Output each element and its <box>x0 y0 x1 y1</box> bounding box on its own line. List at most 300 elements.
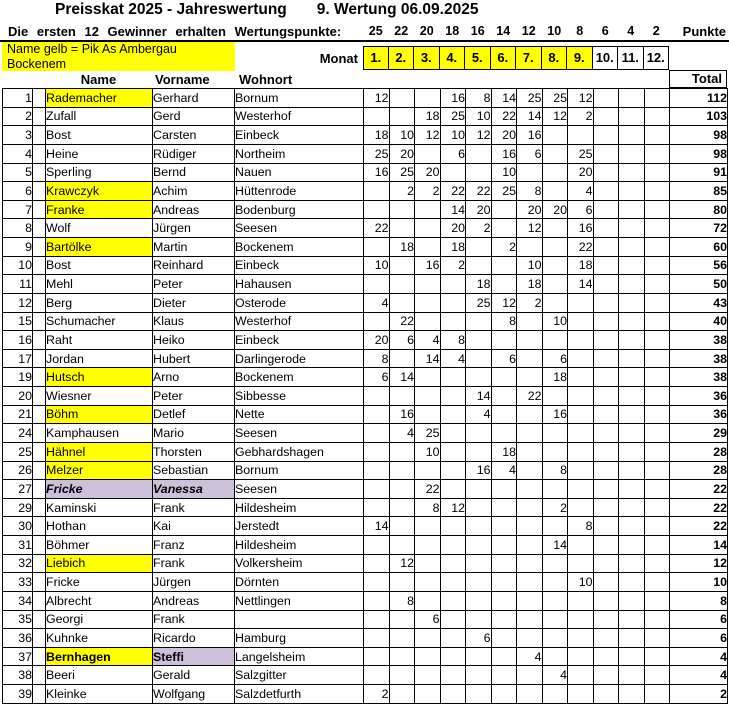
month-value-cell <box>619 461 645 480</box>
month-value-cell <box>593 666 619 685</box>
month-value-cell <box>440 275 466 294</box>
month-value-cell: 10 <box>415 442 441 461</box>
month-value-cell <box>389 685 415 704</box>
spacer-cell <box>33 89 46 108</box>
name-cell: Hähnel <box>46 442 153 461</box>
wohnort-cell: Northeim <box>235 144 364 163</box>
month-value-cell <box>568 554 594 573</box>
name-cell: Bost <box>46 126 153 145</box>
rank-cell: 11 <box>3 275 33 294</box>
rank-cell: 8 <box>3 219 33 238</box>
month-value-cell <box>568 647 594 666</box>
total-cell: 103 <box>670 107 728 126</box>
points-value: 18 <box>445 24 460 38</box>
month-value-cell <box>491 405 517 424</box>
month-cell: 12. <box>644 46 670 70</box>
month-value-cell <box>619 312 645 331</box>
month-value-cell <box>619 424 645 443</box>
month-value-cell <box>491 219 517 238</box>
vorname-cell: Frank <box>153 610 235 629</box>
month-value-cell <box>644 685 670 704</box>
month-value-cell <box>491 480 517 499</box>
month-value-cell <box>466 685 492 704</box>
month-value-cell <box>491 536 517 555</box>
name-cell: Berg <box>46 293 153 312</box>
legend-line-2: Bockenem <box>7 56 67 71</box>
month-value-cell <box>619 256 645 275</box>
month-value-cell <box>568 591 594 610</box>
month-value-cell <box>593 498 619 517</box>
month-value-cell <box>517 573 543 592</box>
month-cell: 6. <box>491 46 517 70</box>
spacer-cell <box>33 275 46 294</box>
rank-cell: 19 <box>3 368 33 387</box>
month-value-cell <box>644 312 670 331</box>
month-value-cell <box>593 331 619 350</box>
name-cell: Hutsch <box>46 368 153 387</box>
month-value-cell <box>619 293 645 312</box>
month-value-cell <box>491 256 517 275</box>
total-cell: 60 <box>670 238 728 257</box>
month-value-cell <box>619 517 645 536</box>
spacer-cell <box>33 238 46 257</box>
month-value-cell: 2 <box>415 182 441 201</box>
month-value-cell: 16 <box>542 405 568 424</box>
points-suffix-label: Punkte <box>682 24 726 39</box>
rank-cell: 20 <box>3 387 33 406</box>
wohnort-cell: Bockenem <box>235 368 364 387</box>
month-value-cell: 25 <box>517 89 543 108</box>
month-value-cell: 6 <box>491 349 517 368</box>
month-value-cell <box>619 126 645 145</box>
spacer-cell <box>33 331 46 350</box>
month-value-cell <box>593 107 619 126</box>
month-value-cell <box>542 442 568 461</box>
month-value-cell <box>644 629 670 648</box>
table-row <box>3 126 728 145</box>
wohnort-cell: Salzgitter <box>235 666 364 685</box>
spacer-cell <box>33 554 46 573</box>
month-row-label: Monat <box>319 51 358 66</box>
total-cell: 80 <box>670 200 728 219</box>
total-cell: 10 <box>670 573 728 592</box>
points-value: 8 <box>576 24 584 38</box>
month-value-cell <box>440 610 466 629</box>
month-value-cell <box>440 424 466 443</box>
month-value-cell <box>568 498 594 517</box>
wohnort-cell: Seesen <box>235 480 364 499</box>
month-value-cell <box>440 554 466 573</box>
spacer-cell <box>33 647 46 666</box>
month-value-cell: 16 <box>466 461 492 480</box>
month-value-cell: 8 <box>415 498 441 517</box>
vorname-cell: Reinhard <box>153 256 235 275</box>
month-value-cell <box>619 685 645 704</box>
rank-cell: 17 <box>3 349 33 368</box>
month-value-cell <box>517 442 543 461</box>
rank-cell: 26 <box>3 461 33 480</box>
vorname-cell: Thorsten <box>153 442 235 461</box>
month-value-cell <box>415 387 441 406</box>
vorname-cell: Gerhard <box>153 89 235 108</box>
month-value-cell <box>364 312 390 331</box>
month-value-cell: 12 <box>440 498 466 517</box>
month-value-cell <box>440 461 466 480</box>
spacer-cell <box>33 312 46 331</box>
month-value-cell <box>415 144 441 163</box>
name-cell: Melzer <box>46 461 153 480</box>
month-value-cell: 25 <box>364 144 390 163</box>
table-row <box>3 554 728 573</box>
vorname-cell: Steffi <box>153 647 235 666</box>
month-value-cell: 4 <box>440 349 466 368</box>
name-cell: Georgi <box>46 610 153 629</box>
wohnort-cell <box>235 610 364 629</box>
month-value-cell: 18 <box>517 275 543 294</box>
wohnort-cell: Bornum <box>235 89 364 108</box>
month-value-cell <box>517 498 543 517</box>
month-value-cell: 8 <box>568 517 594 536</box>
month-value-cell <box>542 554 568 573</box>
month-value-cell <box>619 573 645 592</box>
month-value-cell <box>593 238 619 257</box>
month-value-cell: 2 <box>491 238 517 257</box>
month-value-cell <box>491 331 517 350</box>
vorname-cell: Gerd <box>153 107 235 126</box>
vorname-cell: Arno <box>153 368 235 387</box>
month-value-cell <box>568 312 594 331</box>
month-value-cell <box>517 238 543 257</box>
table-row <box>3 293 728 312</box>
vorname-cell: Martin <box>153 238 235 257</box>
legend-line-1: Name gelb = Pik As Ambergau <box>7 42 177 56</box>
month-value-cell <box>644 498 670 517</box>
month-value-cell: 14 <box>491 89 517 108</box>
rank-cell: 31 <box>3 536 33 555</box>
month-value-cell <box>593 163 619 182</box>
wohnort-cell: Salzdetfurth <box>235 685 364 704</box>
month-value-cell: 22 <box>440 182 466 201</box>
wohnort-cell: Nauen <box>235 163 364 182</box>
month-value-cell <box>542 238 568 257</box>
rank-cell: 16 <box>3 331 33 350</box>
month-value-cell <box>389 107 415 126</box>
spacer-cell <box>33 219 46 238</box>
month-value-cell <box>644 293 670 312</box>
wohnort-cell: Bockenem <box>235 238 364 257</box>
month-value-cell <box>517 368 543 387</box>
month-value-cell <box>440 685 466 704</box>
month-value-cell <box>466 666 492 685</box>
table-row <box>3 461 728 480</box>
month-value-cell <box>619 219 645 238</box>
month-value-cell: 4 <box>568 182 594 201</box>
rank-cell: 10 <box>3 256 33 275</box>
month-value-cell <box>364 536 390 555</box>
month-value-cell <box>568 293 594 312</box>
total-cell: 38 <box>670 349 728 368</box>
month-value-cell: 8 <box>517 182 543 201</box>
month-value-cell <box>542 275 568 294</box>
spacer-cell <box>33 498 46 517</box>
month-value-cell <box>364 554 390 573</box>
month-value-cell <box>619 629 645 648</box>
month-value-cell <box>619 610 645 629</box>
month-value-cell <box>389 89 415 108</box>
wohnort-cell: Westerhof <box>235 107 364 126</box>
month-value-cell <box>466 331 492 350</box>
month-value-cell <box>517 163 543 182</box>
month-value-cell <box>568 629 594 648</box>
wohnort-cell: Seesen <box>235 424 364 443</box>
month-value-cell <box>415 517 441 536</box>
month-value-cell: 20 <box>364 331 390 350</box>
month-value-cell: 6 <box>415 610 441 629</box>
name-cell: Bernhagen <box>46 647 153 666</box>
month-value-cell <box>415 293 441 312</box>
month-value-cell <box>389 200 415 219</box>
month-value-cell <box>644 517 670 536</box>
month-value-cell <box>593 461 619 480</box>
month-value-cell: 20 <box>542 200 568 219</box>
table-row <box>3 331 728 350</box>
wohnort-cell: Bornum <box>235 461 364 480</box>
month-value-cell <box>568 480 594 499</box>
month-value-cell: 8 <box>542 461 568 480</box>
month-value-cell <box>389 629 415 648</box>
month-value-cell: 16 <box>491 144 517 163</box>
month-value-cell: 14 <box>415 349 441 368</box>
month-value-cell <box>466 573 492 592</box>
spacer-cell <box>33 629 46 648</box>
month-value-cell <box>644 126 670 145</box>
month-value-cell: 8 <box>389 591 415 610</box>
month-value-cell <box>644 331 670 350</box>
table-row <box>3 591 728 610</box>
month-value-cell <box>542 610 568 629</box>
month-value-cell: 20 <box>517 200 543 219</box>
table-row <box>3 256 728 275</box>
total-cell: 36 <box>670 387 728 406</box>
month-value-cell <box>364 573 390 592</box>
month-value-cell <box>568 461 594 480</box>
month-value-cell <box>517 685 543 704</box>
name-cell: Kaminski <box>46 498 153 517</box>
month-value-cell <box>542 647 568 666</box>
spacer-cell <box>33 424 46 443</box>
month-value-cell <box>644 536 670 555</box>
vorname-cell: Rüdiger <box>153 144 235 163</box>
vorname-cell: Gerald <box>153 666 235 685</box>
month-value-cell <box>593 89 619 108</box>
rank-cell: 12 <box>3 293 33 312</box>
month-value-cell <box>542 293 568 312</box>
name-cell: Liebich <box>46 554 153 573</box>
wohnort-cell: Darlingerode <box>235 349 364 368</box>
month-value-cell <box>466 498 492 517</box>
month-value-cell: 10 <box>466 107 492 126</box>
month-value-cell <box>364 182 390 201</box>
month-value-cell <box>619 275 645 294</box>
total-cell: 72 <box>670 219 728 238</box>
month-value-cell: 20 <box>568 163 594 182</box>
name-cell: Hothan <box>46 517 153 536</box>
total-cell: 28 <box>670 442 728 461</box>
month-value-cell: 22 <box>466 182 492 201</box>
month-value-cell <box>542 144 568 163</box>
spacer-cell <box>33 573 46 592</box>
month-value-cell: 12 <box>364 89 390 108</box>
column-header-total: Total <box>669 70 727 88</box>
vorname-cell: Andreas <box>153 200 235 219</box>
month-value-cell: 2 <box>389 182 415 201</box>
wohnort-cell: Sibbesse <box>235 387 364 406</box>
month-cell: 8. <box>542 46 568 70</box>
vorname-cell: Bernd <box>153 163 235 182</box>
month-value-cell <box>593 144 619 163</box>
month-value-cell <box>440 442 466 461</box>
wohnort-cell: Volkersheim <box>235 554 364 573</box>
month-value-cell <box>593 517 619 536</box>
month-value-cell <box>466 647 492 666</box>
vorname-cell: Wolfgang <box>153 685 235 704</box>
month-value-cell: 25 <box>568 144 594 163</box>
month-value-cell <box>619 144 645 163</box>
month-value-cell <box>593 293 619 312</box>
column-header-name: Name <box>80 72 117 87</box>
month-value-cell <box>517 405 543 424</box>
table-row <box>3 536 728 555</box>
month-value-cell: 25 <box>491 182 517 201</box>
month-value-cell <box>619 647 645 666</box>
total-cell: 6 <box>670 629 728 648</box>
month-value-cell <box>491 685 517 704</box>
month-value-cell: 4 <box>517 647 543 666</box>
month-value-cell <box>542 163 568 182</box>
name-cell: Zufall <box>46 107 153 126</box>
table-row <box>3 498 728 517</box>
month-value-cell <box>466 312 492 331</box>
month-value-cell <box>364 387 390 406</box>
month-value-cell <box>517 461 543 480</box>
month-value-cell: 18 <box>415 107 441 126</box>
name-cell: Bartölke <box>46 238 153 257</box>
month-value-cell: 2 <box>364 685 390 704</box>
month-value-cell: 22 <box>568 238 594 257</box>
month-value-cell <box>568 126 594 145</box>
wohnort-cell: Einbeck <box>235 331 364 350</box>
table-row <box>3 424 728 443</box>
total-cell: 4 <box>670 666 728 685</box>
total-cell: 38 <box>670 331 728 350</box>
vorname-cell: Carsten <box>153 126 235 145</box>
month-value-cell <box>593 312 619 331</box>
month-cell: 5. <box>465 46 491 70</box>
month-value-cell <box>415 666 441 685</box>
month-value-cell <box>517 424 543 443</box>
month-value-cell: 22 <box>415 480 441 499</box>
rank-cell: 36 <box>3 629 33 648</box>
month-value-cell <box>466 238 492 257</box>
total-cell: 36 <box>670 405 728 424</box>
month-value-cell <box>364 480 390 499</box>
month-value-cell <box>619 498 645 517</box>
month-value-cell <box>593 200 619 219</box>
month-value-cell: 18 <box>466 275 492 294</box>
vorname-cell: Frank <box>153 554 235 573</box>
spacer-cell <box>33 144 46 163</box>
month-value-cell: 6 <box>364 368 390 387</box>
month-value-cell: 25 <box>415 424 441 443</box>
month-value-cell <box>644 275 670 294</box>
spacer-cell <box>33 666 46 685</box>
month-value-cell <box>593 387 619 406</box>
total-cell: 91 <box>670 163 728 182</box>
month-value-cell: 16 <box>364 163 390 182</box>
month-value-cell <box>593 275 619 294</box>
month-value-cell <box>440 536 466 555</box>
wohnort-cell: Westerhof <box>235 312 364 331</box>
name-cell: Böhmer <box>46 536 153 555</box>
table-row <box>3 89 728 108</box>
spacer-cell <box>33 610 46 629</box>
month-value-cell <box>542 573 568 592</box>
vorname-cell: Mario <box>153 424 235 443</box>
wohnort-cell: Seesen <box>235 219 364 238</box>
month-value-cell <box>364 405 390 424</box>
month-value-cell <box>364 610 390 629</box>
month-value-cell: 18 <box>568 256 594 275</box>
month-value-cell: 25 <box>466 293 492 312</box>
month-value-cell: 6 <box>517 144 543 163</box>
month-value-cell <box>568 405 594 424</box>
total-cell: 56 <box>670 256 728 275</box>
month-value-cell <box>644 480 670 499</box>
month-value-cell: 2 <box>466 219 492 238</box>
month-value-cell <box>542 256 568 275</box>
spacer-cell <box>33 387 46 406</box>
month-value-cell <box>491 517 517 536</box>
table-row <box>3 442 728 461</box>
month-value-cell: 25 <box>542 89 568 108</box>
rank-cell: 3 <box>3 126 33 145</box>
month-value-cell <box>415 200 441 219</box>
month-value-cell <box>491 610 517 629</box>
month-value-cell <box>389 610 415 629</box>
rank-cell: 4 <box>3 144 33 163</box>
month-value-cell <box>415 89 441 108</box>
vorname-cell: Detlef <box>153 405 235 424</box>
month-value-cell <box>466 554 492 573</box>
month-value-cell <box>389 480 415 499</box>
spacer-cell <box>33 126 46 145</box>
month-value-cell <box>593 610 619 629</box>
name-cell: Kleinke <box>46 685 153 704</box>
month-value-cell: 14 <box>568 275 594 294</box>
month-value-cell <box>415 647 441 666</box>
month-value-cell: 14 <box>364 517 390 536</box>
month-value-cell <box>491 368 517 387</box>
month-value-cell <box>466 517 492 536</box>
month-value-cell <box>644 610 670 629</box>
month-value-cell <box>491 573 517 592</box>
month-value-cell <box>389 219 415 238</box>
spacer-cell <box>33 200 46 219</box>
month-value-cell <box>619 666 645 685</box>
rank-cell: 9 <box>3 238 33 257</box>
month-cell: 1. <box>363 46 389 70</box>
rank-cell: 27 <box>3 480 33 499</box>
